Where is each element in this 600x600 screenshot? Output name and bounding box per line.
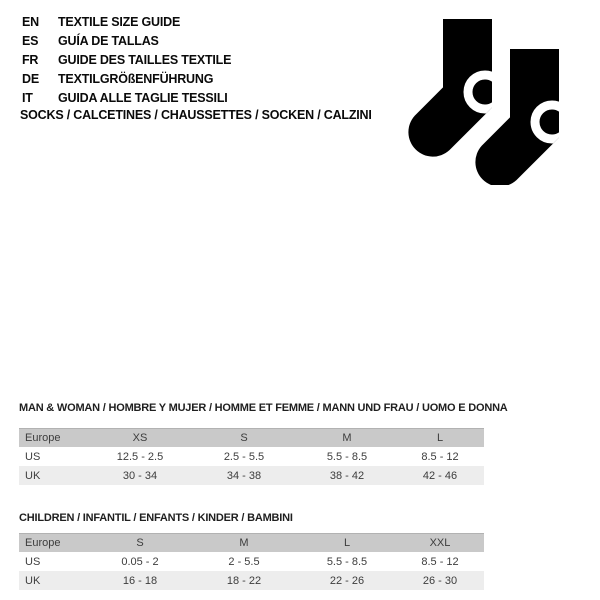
language-row <box>22 51 231 70</box>
size-cell: 16 - 18 <box>122 574 158 587</box>
table-row <box>19 571 484 590</box>
language-row <box>22 13 231 32</box>
language-row <box>22 32 231 51</box>
size-cell: 8.5 - 12 <box>421 450 459 463</box>
column-header-europe: Europe <box>19 429 90 448</box>
table-title-children: CHILDREN / INFANTIL / ENFANTS / KINDER / BAMBINI <box>19 512 293 524</box>
size-cell: 42 - 46 <box>422 469 458 482</box>
column-header-size: S <box>190 429 298 448</box>
table-row <box>19 447 484 466</box>
size-table-men-women <box>19 428 484 485</box>
language-title-label: GUIDA ALLE TAGLIE TESSILI <box>58 91 228 105</box>
language-code-label: IT <box>22 91 33 105</box>
size-cell: 26 - 30 <box>422 574 458 587</box>
size-cell: 5.5 - 8.5 <box>326 450 368 463</box>
language-row <box>22 89 231 108</box>
region-label: UK <box>25 574 41 587</box>
size-cell: 30 - 34 <box>122 469 158 482</box>
size-cell: 12.5 - 2.5 <box>116 450 164 463</box>
table-header-row <box>19 534 484 553</box>
region-label: UK <box>25 469 41 482</box>
column-header-size: XXL <box>396 534 484 553</box>
size-cell: 22 - 26 <box>329 574 365 587</box>
size-cell: 2.5 - 5.5 <box>223 450 265 463</box>
column-header-size: M <box>190 534 298 553</box>
sock-back <box>408 19 502 157</box>
size-cell: 18 - 22 <box>226 574 262 587</box>
region-label: US <box>25 555 41 568</box>
column-header-size: L <box>396 429 484 448</box>
size-cell: 34 - 38 <box>226 469 262 482</box>
column-header-europe: Europe <box>19 534 90 553</box>
column-header-size: L <box>298 534 396 553</box>
language-title-label: GUIDE DES TAILLES TEXTILE <box>58 53 232 67</box>
language-list <box>22 13 231 108</box>
size-cell: 0.05 - 2 <box>121 555 159 568</box>
table-row <box>19 466 484 485</box>
language-code-label: EN <box>22 15 39 29</box>
column-header-size: M <box>298 429 396 448</box>
column-header-size: S <box>90 534 190 553</box>
size-cell: 5.5 - 8.5 <box>326 555 368 568</box>
language-title-label: GUÍA DE TALLAS <box>58 34 159 48</box>
category-line: SOCKS / CALCETINES / CHAUSSETTES / SOCKEN / CALZINI <box>20 108 372 122</box>
table-header-row <box>19 429 484 448</box>
language-code-label: ES <box>22 34 39 48</box>
language-title-label: TEXTILE SIZE GUIDE <box>58 15 181 29</box>
language-row <box>22 70 231 89</box>
region-label: US <box>25 450 41 463</box>
size-cell: 8.5 - 12 <box>421 555 459 568</box>
language-title-label: TEXTILGRÖßENFÜHRUNG <box>58 72 214 86</box>
table-title-men-women: MAN & WOMAN / HOMBRE Y MUJER / HOMME ET FEMME / MANN UND FRAU / UOMO E DONNA <box>19 402 508 414</box>
socks-icon <box>395 5 595 185</box>
language-code-label: FR <box>22 53 39 67</box>
table-row <box>19 552 484 571</box>
size-cell: 38 - 42 <box>329 469 365 482</box>
size-table-children <box>19 533 484 590</box>
size-cell: 2 - 5.5 <box>228 555 260 568</box>
language-code-label: DE <box>22 72 39 86</box>
column-header-size: XS <box>90 429 190 448</box>
